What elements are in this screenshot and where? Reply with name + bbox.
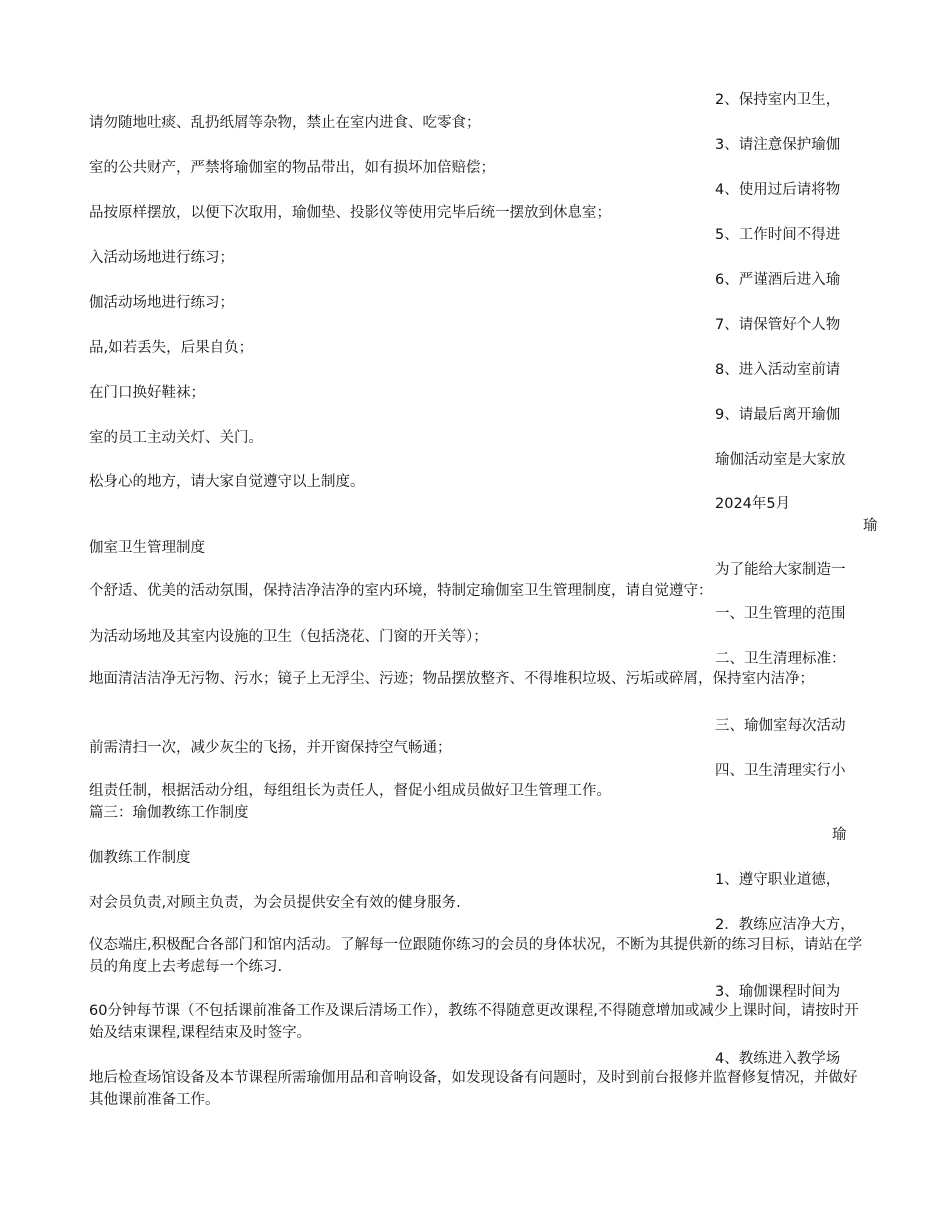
closing-statement: 瑜伽活动室是大家放 [715, 452, 846, 468]
rule-item-text: 组责任制，根据活动分组，每组组长为责任人，督促小组成员做好卫生管理工作。 [89, 783, 611, 799]
rule-item-heading: 4、使用过后请将物 [715, 182, 841, 198]
rule-item-text: 室的公共财产，严禁将瑜伽室的物品带出，如有损坏加倍赔偿； [89, 160, 495, 176]
section-title: 伽教练工作制度 [89, 850, 191, 866]
rule-item-heading: 2、保持室内卫生， [715, 92, 841, 108]
rule-item-text: 对会员负责,对顾主负责，为会员提供安全有效的健身服务. [89, 895, 461, 911]
section-title-start: 瑜 [832, 827, 847, 843]
rule-item-text: 入活动场地进行练习； [89, 250, 234, 266]
rule-item-heading: 4、教练进入教学场 [715, 1051, 841, 1067]
rule-item-text: 品,如若丢失，后果自负； [89, 340, 254, 356]
section-title-start: 瑜 [863, 518, 878, 534]
rule-item-text: 60分钟每节课（不包括课前准备工作及课后清场工作），教练不得随意更改课程,不得随意增加或减少上课时间，请按时开始及结束课程,课程结束及时签字。 [89, 1003, 859, 1041]
rule-item-heading: 四、卫生清理实行小 [715, 763, 846, 779]
chapter-heading: 篇三：瑜伽教练工作制度 [89, 805, 249, 821]
rule-item-heading: 3、请注意保护瑜伽 [715, 137, 841, 153]
rule-item-heading: 8、进入活动室前请 [715, 362, 841, 378]
rule-item-heading: 一、卫生管理的范围 [715, 606, 846, 622]
rule-item-heading: 2．教练应洁净大方， [715, 917, 855, 933]
rule-item-heading: 3、瑜伽课程时间为 [715, 984, 841, 1000]
intro-heading: 为了能给大家制造一 [715, 562, 846, 578]
rule-item-heading: 5、工作时间不得进 [715, 227, 841, 243]
rule-item-heading: 6、严谨酒后进入瑜 [715, 272, 841, 288]
rule-item-text: 请勿随地吐痰、乱扔纸屑等杂物，禁止在室内进食、吃零食； [89, 115, 481, 131]
rule-item-text: 地面清洁洁净无污物、污水；镜子上无浮尘、污迹；物品摆放整齐、不得堆积垃圾、污垢或碎屑，保持室内洁净； [89, 671, 814, 687]
rule-item-text: 仪态端庄,积极配合各部门和馆内活动。了解每一位跟随你练习的会员的身体状况，不断为其提供新的练习目标，请站在学员的角度上去考虑每一个练习. [89, 937, 863, 975]
rule-item-heading: 9、请最后离开瑜伽 [715, 407, 841, 423]
rule-item-heading: 7、请保管好个人物 [715, 317, 841, 333]
rule-item-text: 伽活动场地进行练习； [89, 295, 234, 311]
section-title: 伽室卫生管理制度 [89, 540, 205, 556]
rule-item-text: 室的员工主动关灯、关门。 [89, 430, 263, 446]
rule-item-text: 地后检查场馆设备及本节课程所需瑜伽用品和音响设备，如发现设备有问题时，及时到前台报修并监督修复情况，并做好其他课前准备工作。 [89, 1070, 858, 1108]
closing-statement-text: 松身心的地方，请大家自觉遵守以上制度。 [89, 474, 365, 490]
document-date: 2024年5月 [715, 496, 791, 512]
intro-text: 个舒适、优美的活动氛围，保持洁净洁净的室内环境，特制定瑜伽室卫生管理制度，请自觉遵守： [89, 583, 713, 599]
rule-item-text: 品按原样摆放，以便下次取用，瑜伽垫、投影仪等使用完毕后统一摆放到休息室； [89, 205, 611, 221]
rule-item-text: 在门口换好鞋袜； [89, 385, 205, 401]
rule-item-heading: 1、遵守职业道德， [715, 872, 841, 888]
rule-item-text: 为活动场地及其室内设施的卫生（包括浇花、门窗的开关等）； [89, 629, 488, 645]
rule-item-heading: 三、瑜伽室每次活动 [715, 718, 846, 734]
rule-item-text: 前需清扫一次，减少灰尘的飞扬，并开窗保持空气畅通； [89, 740, 452, 756]
rule-item-heading: 二、卫生清理标准： [715, 651, 846, 667]
